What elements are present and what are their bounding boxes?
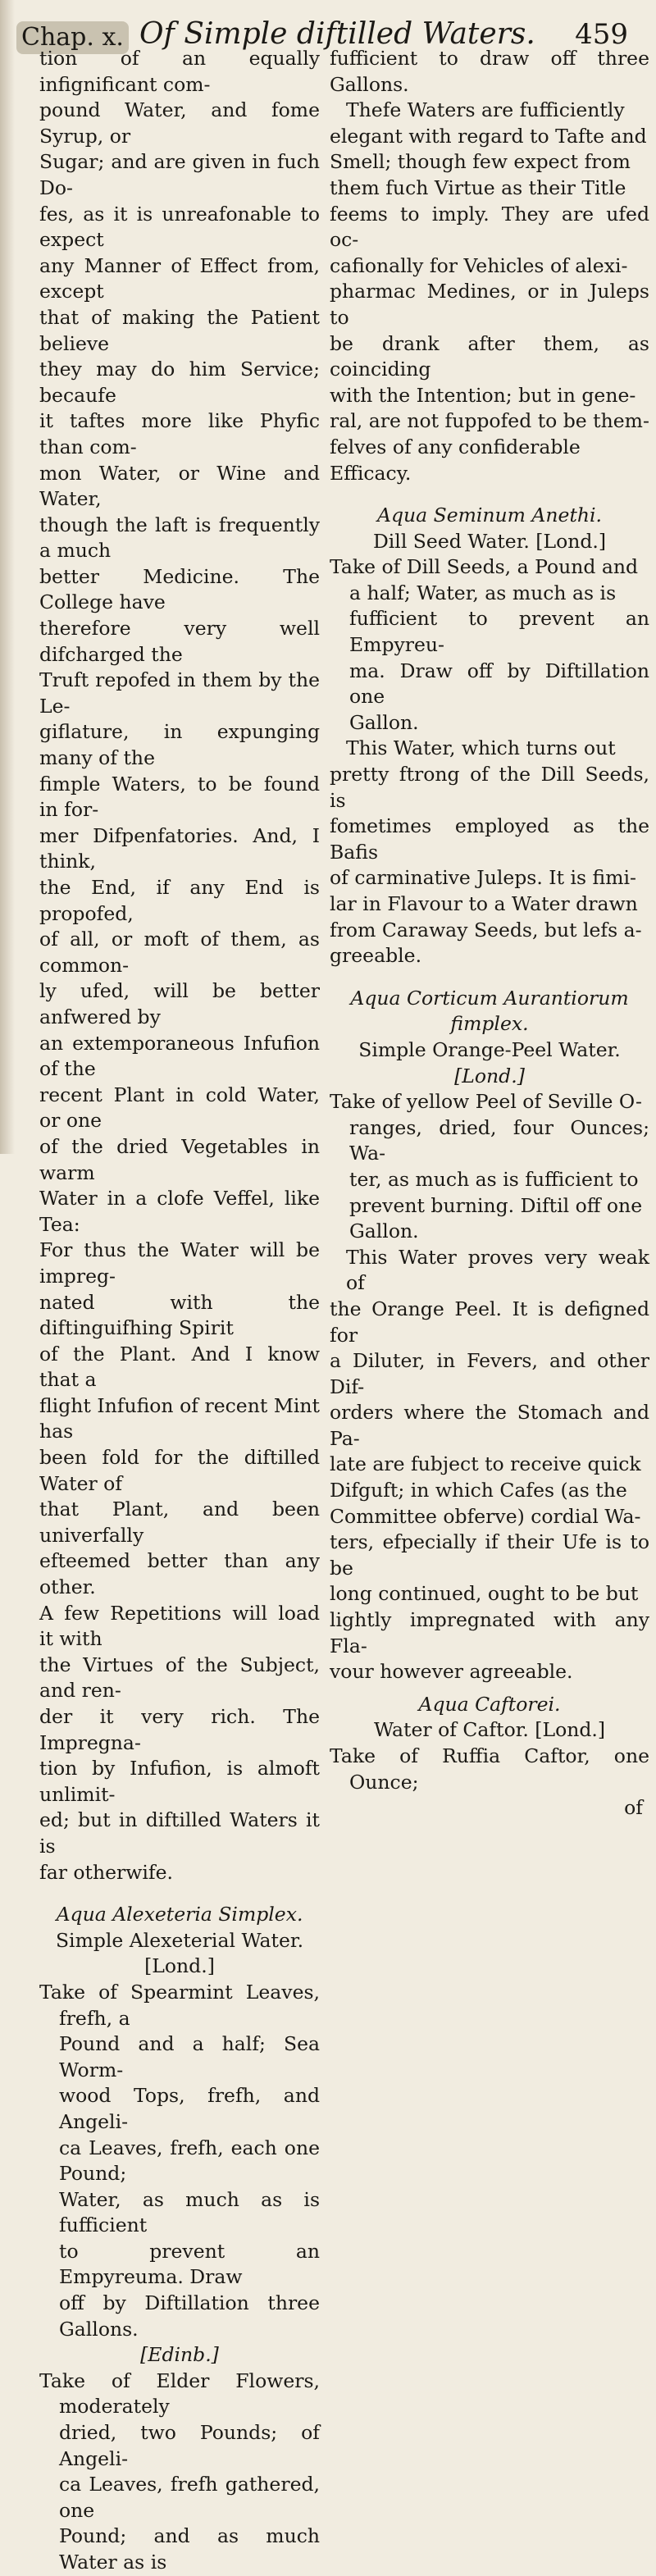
- text-line: ly ufed, will be better anfwered by: [39, 979, 320, 1028]
- text-line: Truft repofed in them by the Le-: [39, 668, 320, 718]
- text-line: be drank after them, as coinciding: [330, 331, 649, 381]
- text-line: wood Tops, frefh, and Angeli-: [59, 2084, 320, 2133]
- section-subheading: Simple Orange-Peel Water.: [358, 1037, 621, 1061]
- text-line: Take of yellow Peel of Seville O-: [330, 1090, 642, 1114]
- text-line: of the Plant. And I know that a: [39, 1342, 320, 1392]
- text-line: giflature, in expunging many of the: [39, 720, 320, 770]
- paragraph-commentary: [330, 1245, 649, 1685]
- section-subheading: Dill Seed Water. [Lond.]: [372, 529, 607, 553]
- text-line: orders where the Stomach and Pa-: [330, 1401, 649, 1450]
- text-line: off by Diftillation three Gallons.: [59, 2291, 320, 2341]
- text-line: fometimes employed as the Bafis: [330, 814, 649, 864]
- text-line: ca Leaves, frefh, each one Pound;: [59, 2136, 320, 2186]
- text-line: that Plant, and been univerfally: [39, 1498, 320, 1547]
- text-line: pretty ftrong of the Dill Seeds, is: [330, 763, 649, 812]
- text-line: the Virtues of the Subject, and ren-: [39, 1653, 320, 1703]
- text-line: recent Plant in cold Water, or one: [39, 1083, 320, 1133]
- text-line: felves of any confiderable Efficacy.: [330, 435, 581, 485]
- right-column: [330, 46, 649, 1821]
- text-line: the End, if any End is propofed,: [39, 876, 320, 925]
- text-line: them fuch Virtue as their Title: [330, 176, 626, 199]
- section-heading-latin: Aqua Seminum Anethi.: [376, 504, 603, 527]
- text-line: vour however agreeable.: [330, 1660, 573, 1684]
- text-line: cafionally for Vehicles of alexi-: [330, 253, 628, 277]
- text-line: Thefe Waters are fufficiently: [346, 98, 625, 122]
- text-line: lar in Flavour to a Water drawn: [330, 892, 638, 915]
- text-line: A few Repetitions will load it with: [39, 1601, 320, 1651]
- source-citation: [Lond.]: [454, 1064, 525, 1087]
- text-line: any Manner of Effect from, except: [39, 253, 320, 303]
- text-line: efteemed better than any other.: [39, 1549, 320, 1599]
- text-line: Gallon.: [349, 1220, 419, 1243]
- text-line: greeable.: [330, 944, 422, 968]
- text-line: a Diluter, in Fevers, and other Dif-: [330, 1349, 649, 1398]
- text-line: of all, or moft of them, as common-: [39, 928, 320, 977]
- paragraph-commentary: [330, 736, 649, 969]
- text-line: Take of Spearmint Leaves, frefh, a: [39, 1980, 320, 2030]
- text-line: ters, efpecially if their Ufe is to be: [330, 1530, 649, 1580]
- section-subheading: Simple Alexeterial Water. [Lond.]: [55, 1928, 304, 1978]
- text-line: to prevent an Empyreuma. Draw: [59, 2239, 320, 2289]
- text-line: flight Infufion of recent Mint has: [39, 1393, 320, 1443]
- text-line: Difguft; in which Cafes (as the: [330, 1479, 627, 1502]
- text-line: a half; Water, as much as is: [349, 581, 617, 604]
- text-line: the Orange Peel. It is defigned for: [330, 1297, 649, 1347]
- text-line: Water in a clofe Veffel, like Tea:: [39, 1187, 320, 1236]
- section-heading-latin: Aqua Corticum Aurantiorum fimplex.: [350, 986, 629, 1036]
- text-line: therefore very well difcharged the: [39, 617, 320, 666]
- section-subheading: Water of Caftor. [Lond.]: [373, 1718, 606, 1742]
- section-heading-latin: Aqua Caftorei.: [418, 1692, 561, 1716]
- page-number: 459: [575, 18, 628, 51]
- text-line: fufficient to prevent an Empyreu-: [349, 607, 649, 657]
- text-line: they may do him Service; becaufe: [39, 358, 320, 407]
- recipe-block: [330, 554, 649, 736]
- text-line: tion by Infufion, is almoft unlimit-: [39, 1757, 320, 1806]
- text-line: This Water, which turns out: [346, 736, 616, 760]
- text-line: tion of an equally infignificant com-: [39, 47, 320, 96]
- text-line: far otherwife.: [39, 1860, 173, 1884]
- running-title: Of Simple diftilled Waters.: [139, 17, 535, 51]
- text-line: prevent burning. Diftil off one: [349, 1193, 643, 1217]
- text-line: elegant with regard to Tafte and: [330, 124, 647, 148]
- text-line: though the laft is frequently a much: [39, 513, 320, 563]
- text-line: an extemporaneous Infufion of the: [39, 1031, 320, 1081]
- text-line: lightly impregnated with any Fla-: [330, 1608, 649, 1657]
- section-heading-latin: Aqua Alexeteria Simplex.: [56, 1903, 303, 1926]
- recipe-block: [330, 1089, 649, 1245]
- text-line: with the Intention; but in gene-: [330, 383, 636, 407]
- text-line: Sugar; and are given in fuch Do-: [39, 150, 320, 199]
- text-line: pound Water, and fome Syrup, or: [39, 98, 320, 148]
- text-line: ma. Draw off by Diftillation one: [349, 659, 649, 709]
- text-line: ter, as much as is fufficient to: [349, 1167, 639, 1191]
- recipe-block: [39, 1980, 320, 2342]
- text-line: Water, as much as is fufficient: [59, 2187, 320, 2237]
- text-line: of carminative Juleps. It is fimi-: [330, 866, 636, 890]
- text-line: it taftes more like Phyfic than com-: [39, 409, 320, 458]
- text-line: fes, as it is unreafonable to expect: [39, 202, 320, 252]
- text-line: ed; but in diftilled Waters it is: [39, 1808, 320, 1858]
- text-line: feems to imply. They are ufed oc-: [330, 202, 649, 252]
- text-line: from Caraway Seeds, but lefs a-: [330, 918, 642, 941]
- text-line: ranges, dried, four Ounces; Wa-: [349, 1115, 649, 1165]
- text-line: better Medicine. The College have: [39, 564, 320, 614]
- text-line: been fold for the diftilled Water of: [39, 1446, 320, 1495]
- chapter-label: Chap. x.: [16, 21, 129, 54]
- left-column: [39, 46, 320, 2576]
- recipe-block: [39, 2369, 320, 2576]
- text-line: Take of Elder Flowers, moderately: [39, 2369, 320, 2419]
- text-line: der it very rich. The Impregna-: [39, 1705, 320, 1754]
- text-line: ca Leaves, frefh gathered, one: [59, 2473, 320, 2522]
- text-line: nated with the diftinguifhing Spirit: [39, 1290, 320, 1340]
- text-line: Pound; and as much Water as is: [59, 2524, 320, 2574]
- catchword: of: [624, 1796, 643, 1820]
- text-line: dried, two Pounds; of Angeli-: [59, 2421, 320, 2470]
- text-line: Committee obferve) cordial Wa-: [330, 1504, 641, 1528]
- text-line: fimple Waters, to be found in for-: [39, 772, 320, 822]
- text-line: pharmac Medines, or in Juleps to: [330, 280, 649, 329]
- text-line: mer Difpenfatories. And, I think,: [39, 823, 320, 873]
- recipe-line: Take of Ruffia Caftor, one Ounce;: [330, 1744, 649, 1794]
- text-line: fufficient to draw off three Gallons.: [330, 47, 649, 96]
- text-line: Take of Dill Seeds, a Pound and: [330, 555, 639, 579]
- text-line: Smell; though few expect from: [330, 150, 631, 174]
- source-citation: [Edinb.]: [140, 2343, 219, 2367]
- text-line: that of making the Patient believe: [39, 305, 320, 355]
- text-line: Pound and a half; Sea Worm-: [59, 2032, 320, 2081]
- text-line: This Water proves very weak of: [346, 1245, 649, 1295]
- text-line: For thus the Water will be impreg-: [39, 1238, 320, 1288]
- text-line: Gallon.: [349, 710, 419, 734]
- text-line: late are fubject to receive quick: [330, 1452, 641, 1476]
- text-line: of the dried Vegetables in warm: [39, 1134, 320, 1184]
- paragraph-infusion-discussion: [39, 46, 320, 1885]
- text-line: mon Water, or Wine and Water,: [39, 461, 320, 511]
- text-line: ral, are not fuppofed to be them-: [330, 409, 649, 433]
- binding-shadow: [0, 0, 15, 1154]
- paragraph-commentary: [330, 46, 649, 486]
- text-line: long continued, ought to be but: [330, 1582, 639, 1606]
